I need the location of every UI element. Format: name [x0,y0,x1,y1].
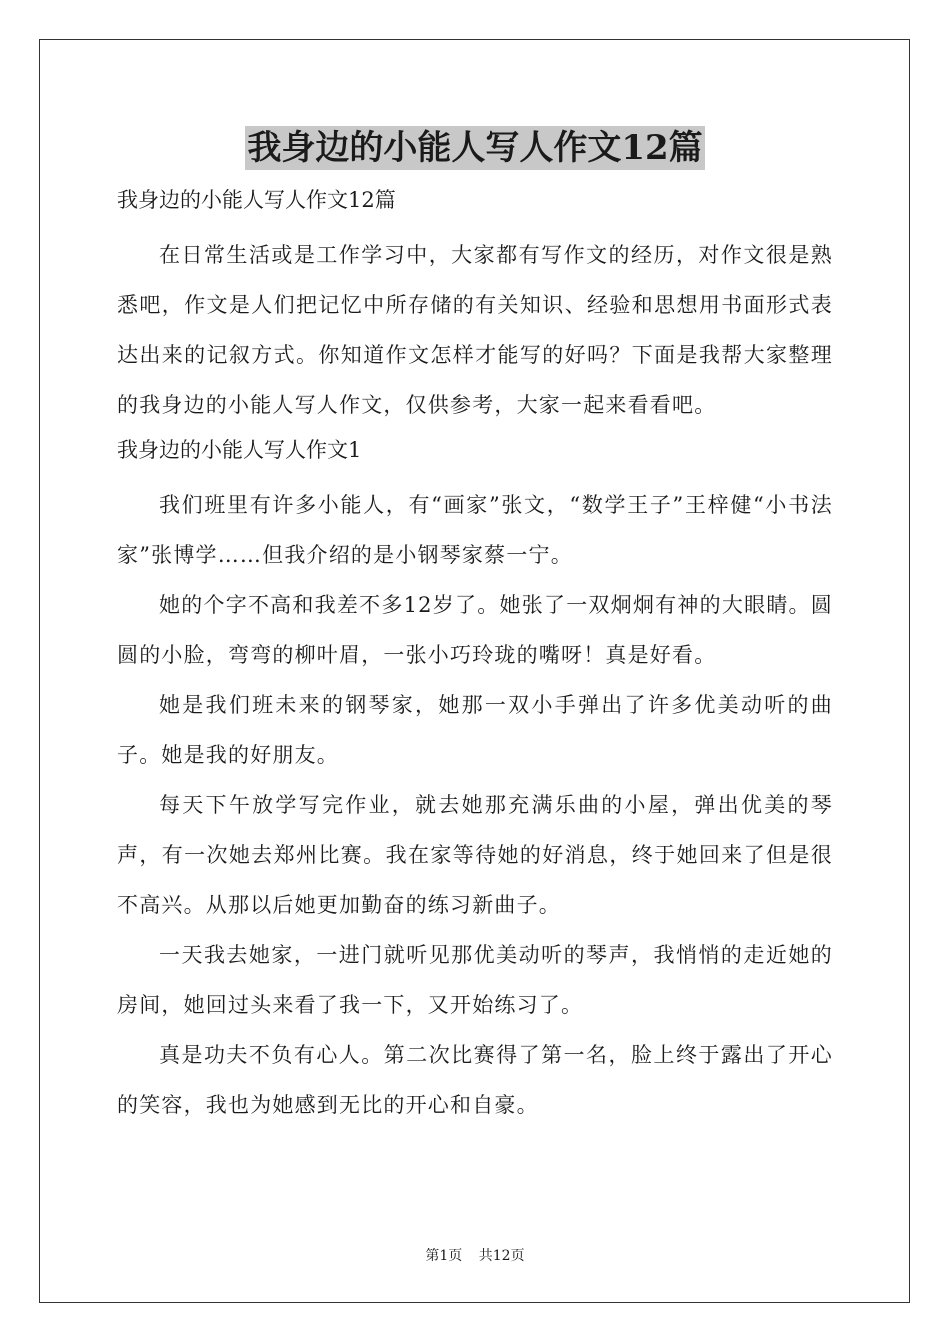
body-paragraph: 她是我们班未来的钢琴家，她那一双小手弹出了许多优美动听的曲子。她是我的好朋友。 [117,693,833,767]
section-title: 我身边的小能人写人作文1 [117,438,362,462]
body-paragraph: 我们班里有许多小能人，有“画家”张文，“数学王子”王梓健“小书法家”张博学……但我介绍的是小钢琴家蔡一宁。 [117,493,833,567]
body-paragraph: 她的个字不高和我差不多12岁了。她张了一双炯炯有神的大眼睛。圆圆的小脸，弯弯的柳叶眉，一张小巧玲珑的嘴呀！真是好看。 [117,593,833,667]
body-paragraph: 真是功夫不负有心人。第二次比赛得了第一名，脸上终于露出了开心的笑容，我也为她感到无比的开心和自豪。 [117,1043,833,1117]
document-subtitle: 我身边的小能人写人作文12篇 [117,188,396,212]
body-paragraph: 每天下午放学写完作业，就去她那充满乐曲的小屋，弹出优美的琴声，有一次她去郑州比赛。我在家等待她的好消息，终于她回来了但是很不高兴。从那以后她更加勤奋的练习新曲子。 [117,793,833,917]
document-body [117,180,833,1130]
title-container [0,126,950,170]
page-total: 共12页 [478,1248,525,1264]
page-footer [0,1246,950,1266]
document-title: 我身边的小能人写人作文12篇 [247,128,703,168]
body-paragraph: 一天我去她家，一进门就听见那优美动听的琴声，我悄悄的走近她的房间，她回过头来看了我一下，又开始练习了。 [117,943,833,1017]
intro-paragraph: 在日常生活或是工作学习中，大家都有写作文的经历，对作文很是熟悉吧，作文是人们把记忆中所存储的有关知识、经验和思想用书面形式表达出来的记叙方式。你知道作文怎样才能写的好吗？下面是我帮大家整理的我身边的小能人写人作文，仅供参考，大家一起来看看吧。 [117,243,833,417]
page-number: 第1页 [425,1248,463,1264]
